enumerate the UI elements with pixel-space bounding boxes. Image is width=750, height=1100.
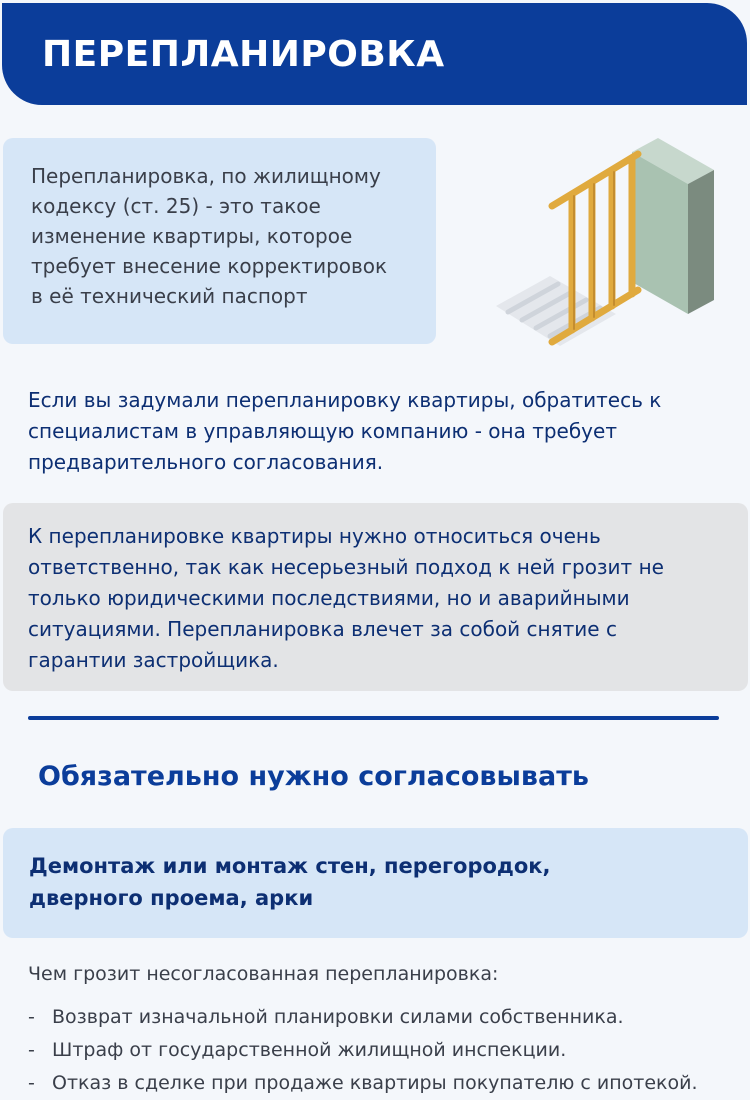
warning-line: ответственно, так как несерьезный подход к ней грозит не [28, 555, 664, 579]
wall-side [688, 170, 714, 314]
warning-line: только юридическими последствиями, но и аварийными [28, 586, 630, 610]
definition-box [3, 138, 436, 344]
wall-frame-icon [488, 134, 728, 354]
paragraph-line: Если вы задумали перепланировку квартиры, обратитесь к [28, 388, 662, 412]
header-banner [2, 3, 747, 105]
threat-item [28, 1067, 698, 1100]
threats-list [28, 1001, 698, 1100]
paragraph-line: предварительного согласования. [28, 450, 384, 474]
definition-line: Перепланировка, по жилищному [31, 164, 381, 188]
section-title: Обязательно нужно согласовывать [38, 761, 589, 792]
section-divider [28, 716, 719, 720]
required-item-line: Демонтаж или монтаж стен, перегородок, [29, 854, 551, 878]
definition-line: в её технический паспорт [31, 284, 308, 308]
warning-box [3, 503, 748, 691]
definition-line: кодексу (ст. 25) - это такое [31, 194, 321, 218]
threat-text: Отказ в сделке при продаже квартиры покупателю с ипотекой. [52, 1072, 698, 1094]
required-item-box [3, 828, 748, 938]
definition-line: изменение квартиры, которое [31, 224, 353, 248]
dash-marker: - [28, 1039, 35, 1061]
dash-marker: - [28, 1006, 35, 1028]
threat-item [28, 1034, 698, 1067]
warning-text [28, 521, 728, 676]
warning-line: гарантии застройщика. [28, 648, 279, 672]
paragraph-line: специалистам в управляющую компанию - она требует [28, 419, 617, 443]
required-item-text [29, 850, 729, 914]
dash-marker: - [28, 1072, 35, 1094]
definition-text [31, 161, 426, 311]
required-item-line: дверного проема, арки [29, 886, 314, 910]
threat-item [28, 1001, 698, 1034]
page-title: ПЕРЕПЛАНИРОВКА [42, 34, 445, 75]
threat-text: Штраф от государственной жилищной инспекции. [52, 1039, 567, 1061]
threat-text: Возврат изначальной планировки силами собственника. [52, 1006, 624, 1028]
consult-paragraph [28, 385, 728, 478]
warning-line: К перепланировке квартиры нужно относиться очень [28, 524, 601, 548]
threats-intro: Чем грозит несогласованная перепланировка: [28, 963, 499, 985]
definition-line: требует внесение корректировок [31, 254, 388, 278]
warning-line: ситуациями. Перепланировка влечет за собой снятие с [28, 617, 617, 641]
